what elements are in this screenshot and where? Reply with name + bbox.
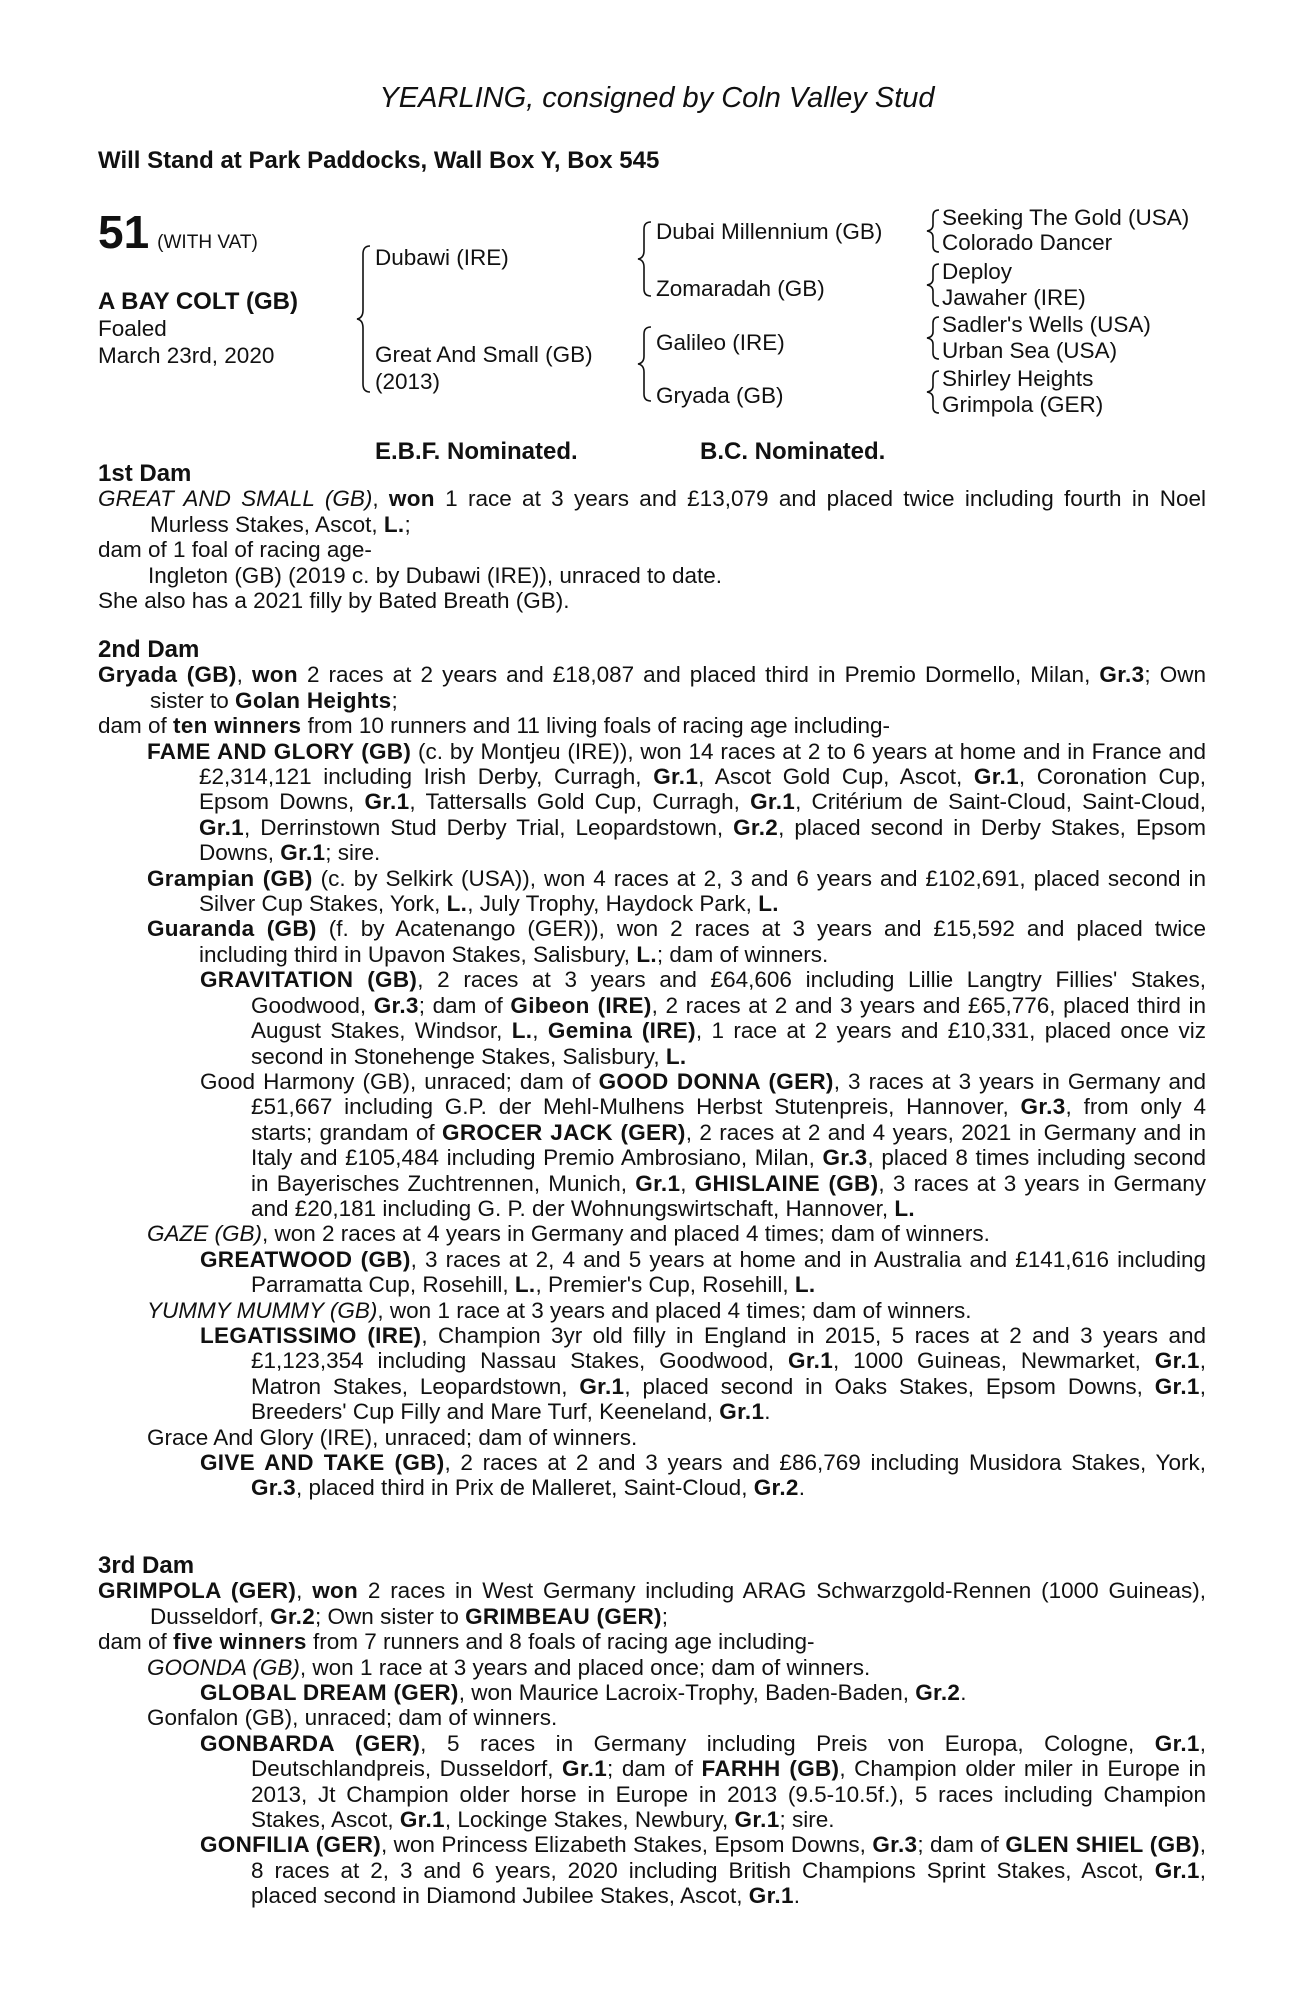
produce-grampian: Grampian (GB) (c. by Selkirk (USA)), won 4 races at 2, 3 and 6 years and £102,691, placed second in Silver Cup Stakes, York, L., July Trophy, Haydock Park, L. [147, 865, 1206, 917]
ebf-nomination: E.B.F. Nominated. [375, 438, 578, 465]
first-dam-heading: 1st Dam [98, 460, 192, 487]
first-dam-note: She also has a 2021 filly by Bated Breath (GB). [98, 588, 570, 614]
vat-note: (WITH VAT) [157, 232, 258, 253]
first-dam-record: GREAT AND SMALL (GB), won 1 race at 3 years and £13,079 and placed twice including fourth in Noel Murless Stakes, Ascot, L.; [98, 486, 1206, 537]
pedigree-ddd: Grimpola (GER) [942, 392, 1104, 417]
produce-legatissimo: LEGATISSIMO (IRE), Champion 3yr old filly in England in 2015, 5 races at 2 and 3 years and £1,123,354 including Nassau Stakes, Goodwood, Gr.1, 1000 Guineas, Newmarket, Gr.1, Matron Stakes, Leopardstown, Gr.1, placed second in Oaks Stakes, Epsom Downs, Gr.1, Breeders' Cup Filly and Mare Turf, Keeneland, Gr.1. [200, 1322, 1207, 1425]
lot-number-block [98, 205, 258, 259]
produce-gravitation: GRAVITATION (GB), 2 races at 3 years and £64,606 including Lillie Langtry Fillies' Stakes, Goodwood, Gr.3; dam of Gibeon (IRE), 2 races at 2 and 3 years and £65,776, placed third in August Stakes, Windsor, L., Gemina (IRE), 1 race at 2 years and £10,331, placed once viz second in Stonehenge Stakes, Salisbury, L. [200, 967, 1207, 1069]
pedigree-dam: Great And Small (GB) [375, 342, 593, 367]
pedigree-sire-sire: Dubai Millennium (GB) [656, 219, 883, 244]
pedigree-dss: Sadler's Wells (USA) [942, 312, 1151, 337]
pedigree-bracket-dam [637, 325, 657, 403]
produce-greatwood: GREATWOOD (GB), 3 races at 2, 4 and 5 years at home and in Australia and £141,616 including Parramatta Cup, Rosehill, L., Premier's Cup, Rosehill, L. [200, 1246, 1206, 1298]
second-dam-record: Gryada (GB), won 2 races at 2 years and £18,087 and placed third in Premio Dormello, Milan, Gr.3; Own sister to Golan Heights; [98, 662, 1206, 713]
third-dam-record: GRIMPOLA (GER), won 2 races in West Germany including ARAG Schwarzgold-Rennen (1000 Guineas), Dusseldorf, Gr.2; Own sister to GRIMBEAU (GER); [98, 1578, 1206, 1629]
produce-gonfalon: Gonfalon (GB), unraced; dam of winners. [147, 1705, 558, 1731]
third-dam-produce-intro: dam of five winners from 7 runners and 8 foals of racing age including- [98, 1629, 815, 1655]
produce-gonfilia: GONFILIA (GER), won Princess Elizabeth Stakes, Epsom Downs, Gr.3; dam of GLEN SHIEL (GB), 8 races at 2, 3 and 6 years, 2020 including British Champions Sprint Stakes, Ascot, Gr.1, placed second in Diamond Jubilee Stakes, Ascot, Gr.1. [200, 1832, 1206, 1909]
pedigree-ssd: Colorado Dancer [942, 230, 1113, 255]
third-dam-heading: 3rd Dam [98, 1552, 195, 1579]
pedigree-dds: Shirley Heights [942, 366, 1094, 391]
bc-nomination: B.C. Nominated. [700, 438, 886, 465]
produce-fame-and-glory: FAME AND GLORY (GB) (c. by Montjeu (IRE)), won 14 races at 2 to 6 years at home and in France and £2,314,121 including Irish Derby, Curragh, Gr.1, Ascot Gold Cup, Ascot, Gr.1, Coronation Cup, Epsom Downs, Gr.1, Tattersalls Gold Cup, Curragh, Gr.1, Critérium de Saint-Cloud, Saint-Cloud, Gr.1, Derrinstown Stud Derby Trial, Leopardstown, Gr.2, placed second in Derby Stakes, Epsom Downs, Gr.1; sire. [147, 738, 1207, 866]
produce-gaze: GAZE (GB), won 2 races at 4 years in Germany and placed 4 times; dam of winners. [147, 1221, 990, 1247]
pedigree-bracket-sire [637, 220, 657, 298]
lot-number: 51 [98, 206, 150, 258]
produce-guaranda: Guaranda (GB) (f. by Acatenango (GER)), won 2 races at 3 years and £15,592 and placed twice including third in Upavon Stakes, Salisbury, L.; dam of winners. [147, 916, 1206, 967]
horse-description [98, 288, 298, 369]
second-dam-heading: 2nd Dam [98, 636, 200, 663]
pedigree-dam-dam: Gryada (GB) [656, 383, 784, 408]
produce-global-dream: GLOBAL DREAM (GER), won Maurice Lacroix-Trophy, Baden-Baden, Gr.2. [200, 1680, 967, 1706]
produce-yummy-mummy: YUMMY MUMMY (GB), won 1 race at 3 years and placed 4 times; dam of winners. [147, 1297, 972, 1323]
first-dam-section [98, 461, 1206, 613]
produce-grace-and-glory: Grace And Glory (IRE), unraced; dam of winners. [147, 1424, 638, 1450]
pedigree-dsd: Urban Sea (USA) [942, 338, 1118, 363]
pedigree-sire-dam: Zomaradah (GB) [656, 276, 825, 301]
pedigree-sds: Deploy [942, 259, 1013, 284]
foaled-date: March 23rd, 2020 [98, 343, 275, 368]
pedigree-sss: Seeking The Gold (USA) [942, 205, 1190, 230]
second-dam-section [98, 637, 1206, 1501]
produce-gonbarda: GONBARDA (GER), 5 races in Germany including Preis von Europa, Cologne, Gr.1, Deutschlandpreis, Dusseldorf, Gr.1; dam of FARHH (GB), Champion older miler in Europe in 2013, Jt Champion older horse in Europe in 2013 (9.5-10.5f.), 5 races including Champion Stakes, Ascot, Gr.1, Lockinge Stakes, Newbury, Gr.1; sire. [200, 1730, 1207, 1833]
pedigree-dam-year: (2013) [375, 369, 441, 394]
pedigree-dam-sire: Galileo (IRE) [656, 330, 785, 355]
pedigree-bracket-main [356, 244, 376, 394]
catalogue-header: YEARLING, consigned by Coln Valley Stud [379, 82, 935, 114]
produce-give-and-take: GIVE AND TAKE (GB), 2 races at 2 and 3 years and £86,769 including Musidora Stakes, York, Gr.3, placed third in Prix de Malleret, Saint-Cloud, Gr.2. [200, 1450, 1206, 1501]
second-dam-produce-intro: dam of ten winners from 10 runners and 11 living foals of racing age including- [98, 713, 891, 739]
pedigree-sdd: Jawaher (IRE) [942, 285, 1086, 310]
third-dam-section [98, 1553, 1206, 1909]
first-dam-produce-ingleton: Ingleton (GB) (2019 c. by Dubawi (IRE)), unraced to date. [148, 562, 723, 588]
pedigree-sire: Dubawi (IRE) [375, 245, 509, 270]
stand-location: Will Stand at Park Paddocks, Wall Box Y, Box 545 [98, 147, 660, 174]
produce-goonda: GOONDA (GB), won 1 race at 3 years and placed once; dam of winners. [147, 1654, 871, 1680]
first-dam-produce-intro: dam of 1 foal of racing age- [98, 537, 372, 563]
produce-good-harmony: Good Harmony (GB), unraced; dam of GOOD DONNA (GER), 3 races at 3 years in Germany and £51,667 including G.P. der Mehl-Mulhens Herbst Stutenpreis, Hannover, Gr.3, from only 4 starts; grandam of GROCER JACK (GER), 2 races at 2 and 4 years, 2021 in Germany and in Italy and £105,484 including Premio Ambrosiano, Milan, Gr.3, placed 8 times including second in Bayerisches Zuchtrennen, Munich, Gr.1, GHISLAINE (GB), 3 races at 3 years in Germany and £20,181 including G. P. der Wohnungswirtschaft, Hannover, L. [200, 1068, 1207, 1221]
foaled-label: Foaled [98, 316, 167, 341]
horse-title: A BAY COLT (GB) [98, 288, 299, 315]
